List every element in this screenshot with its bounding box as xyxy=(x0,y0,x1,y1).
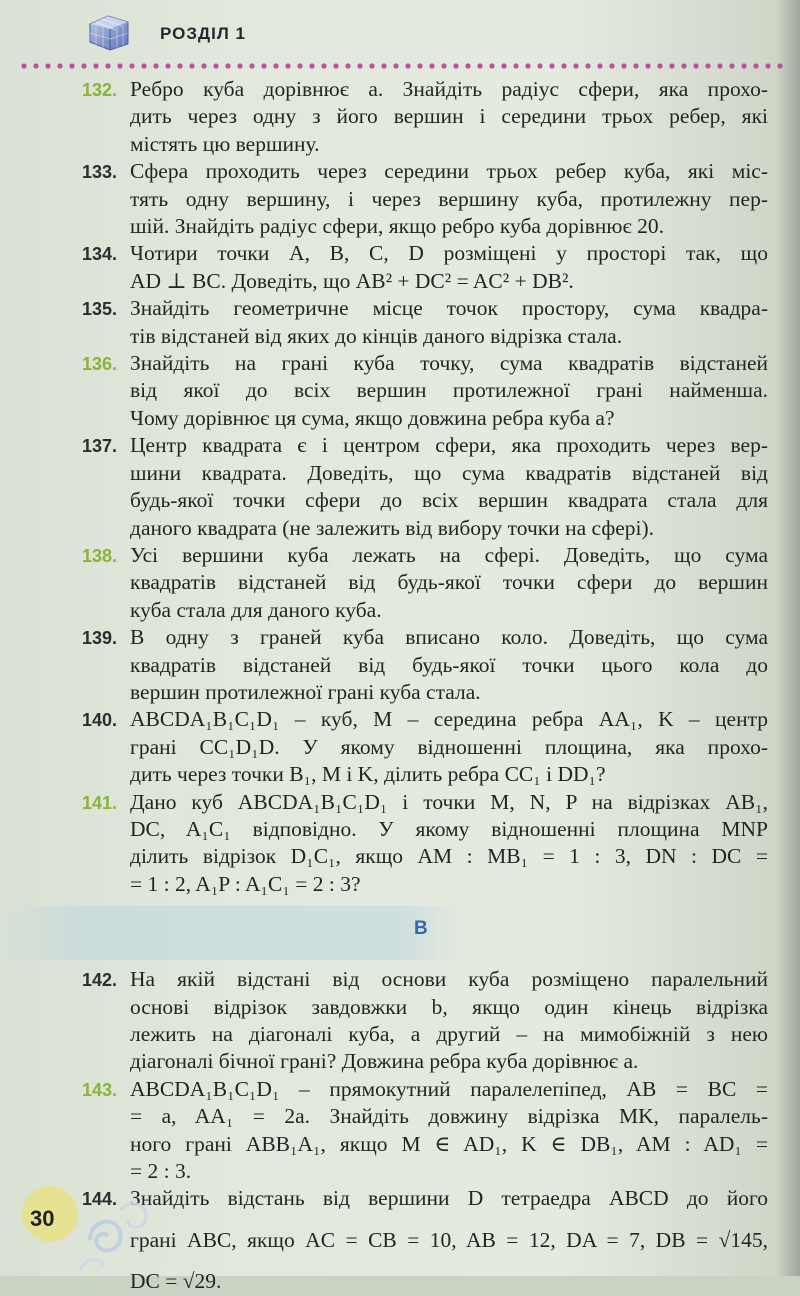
text-line: Дано куб ABCDA₁B₁C₁D₁ і точки M, N, P на відрізках AB₁, xyxy=(130,789,768,814)
problem-number: 135. xyxy=(82,299,118,320)
text-line: ABCDA₁B₁C₁D₁ – прямокутний паралелепіпед, AB = BC = xyxy=(130,1076,768,1101)
text-line: В одну з граней куба вписано коло. Доведіть, що сума xyxy=(130,625,768,650)
text-line: грані ABC, якщо AC = CB = 10, AB = 12, DA = 7, DB = √145, xyxy=(130,1227,768,1252)
text-line: квадратів відстаней від будь-якої точки цього кола до xyxy=(130,652,768,677)
text-line: будь-якої точки сфери до всіх вершин квадрата стала для xyxy=(130,488,768,513)
problem-number: 139. xyxy=(82,628,118,649)
text-line: ABCDA₁B₁C₁D₁ – куб, M – середина ребра AA₁, K – центр xyxy=(130,707,768,732)
text-line: На якій відстані від основи куба розміщено паралельний xyxy=(130,967,768,992)
text-line: основі відрізок завдовжки b, якщо один кінець відрізка xyxy=(130,994,768,1019)
text-line: ділить відрізок D₁C₁, якщо AM : MB₁ = 1 : 3, DN : DC = xyxy=(130,844,768,869)
text-line: містять цю вершину. xyxy=(130,131,320,156)
text-line: Сфера проходить через середини трьох ребер куба, які міс- xyxy=(130,159,768,184)
text-line: DC = √29. xyxy=(130,1269,222,1294)
problem-text xyxy=(130,240,768,295)
problem-text xyxy=(130,432,768,542)
problem-item xyxy=(0,966,800,1076)
problem-text xyxy=(130,295,768,350)
problem-text xyxy=(130,350,768,432)
problem-group-a xyxy=(0,76,800,898)
problem-item xyxy=(0,350,800,432)
problem-item xyxy=(0,240,800,295)
text-line: від якої до всіх вершин протилежної грані найменша. xyxy=(130,378,768,403)
text-line: Знайдіть геометричне місце точок простору, сума квадра- xyxy=(130,296,768,321)
text-line: грані CC₁D₁D. У якому відношенні площина, яка прохо- xyxy=(130,734,768,759)
text-line: шій. Знайдіть радіус сфери, якщо ребро куба дорівнює 20. xyxy=(130,214,664,239)
problem-text xyxy=(130,1076,768,1186)
problem-number: 144. xyxy=(82,1189,118,1210)
text-line: AD ⊥ BC. Доведіть, що AB² + DC² = AC² + DB². xyxy=(130,268,574,293)
problem-number: 143. xyxy=(82,1079,118,1100)
text-line: вершин протилежної грані куба стала. xyxy=(130,679,481,704)
problem-text xyxy=(130,624,768,706)
problem-number: 138. xyxy=(82,545,118,566)
problem-item xyxy=(0,789,800,899)
text-line: шини квадрата. Доведіть, що сума квадратів відстаней від xyxy=(130,460,768,485)
text-line: діагоналі бічної грані? Довжина ребра куба дорівнює a. xyxy=(130,1049,639,1074)
problem-text xyxy=(130,76,768,158)
level-label: В xyxy=(414,918,428,940)
problem-number: 133. xyxy=(82,162,118,183)
problem-text xyxy=(130,706,768,788)
problem-text xyxy=(130,158,768,240)
problem-number: 137. xyxy=(82,436,118,457)
text-line: = 2 : 3. xyxy=(130,1159,192,1184)
text-line xyxy=(130,1254,768,1268)
text-line: DC, A₁C₁ відповідно. У якому відношенні площина MNP xyxy=(130,816,768,841)
text-line: Центр квадрата є і центром сфери, яка проходить через вер- xyxy=(130,433,768,458)
problem-text xyxy=(130,966,768,1076)
text-line: лежить на діагоналі куба, а другий – на мимобіжній з нею xyxy=(130,1022,768,1046)
text-line: Чому дорівнює ця сума, якщо довжина ребра куба a? xyxy=(130,405,615,430)
cube-logo-icon xyxy=(86,12,132,52)
text-line xyxy=(130,1213,768,1227)
problem-text xyxy=(130,542,768,624)
section-title: РОЗДІЛ 1 xyxy=(160,24,246,43)
text-line: Знайдіть відстань від вершини D тетраедра ABCD до його xyxy=(130,1186,768,1211)
problem-number: 136. xyxy=(82,354,118,375)
text-line: тів відстаней від яких до кінців даного відрізка стала. xyxy=(130,323,623,348)
text-line: куба стала для даного куба. xyxy=(130,597,382,622)
text-line: дить через одну з його вершин і середини трьох ребер, які xyxy=(130,104,768,129)
level-band xyxy=(0,906,800,960)
problem-number: 142. xyxy=(82,970,118,991)
text-line: дить через точки B₁, M і K, ділить ребра CC₁ і DD₁? xyxy=(130,762,606,787)
problem-item xyxy=(0,76,800,158)
text-line: тять одну вершину, і через вершину куба, протилежну пер- xyxy=(130,186,768,211)
problem-item xyxy=(0,295,800,350)
page-number: 30 xyxy=(30,1206,55,1231)
text-line: Усі вершини куба лежать на сфері. Доведіть, що сума xyxy=(130,542,768,567)
problem-item xyxy=(0,542,800,624)
text-line: = 1 : 2, A₁P : A₁C₁ = 2 : 3? xyxy=(130,871,361,896)
problem-text xyxy=(130,789,768,899)
problem-item xyxy=(0,624,800,706)
problem-item xyxy=(0,158,800,240)
problem-number: 134. xyxy=(82,244,118,265)
problem-number: 141. xyxy=(82,792,118,813)
text-line: Чотири точки A, B, C, D розміщені у просторі так, що xyxy=(130,241,768,266)
problem-number: 140. xyxy=(82,710,118,731)
problem-item xyxy=(0,1076,800,1186)
text-line: = a, AA₁ = 2a. Знайдіть довжину відрізка MK, паралель- xyxy=(130,1104,768,1129)
text-line: ного грані ABB₁A₁, якщо M ∈ AD₁, K ∈ DB₁, AM : AD₁ = xyxy=(130,1131,768,1156)
problem-number: 132. xyxy=(82,80,118,100)
problem-text xyxy=(130,1185,768,1295)
text-line: Ребро куба дорівнює a. Знайдіть радіус сфери, яка прохо- xyxy=(130,77,768,101)
text-line: даного квадрата (не залежить від вибору точки на сфері). xyxy=(130,515,655,540)
text-line: квадратів відстаней від будь-якої точки сфери до вершин xyxy=(130,570,768,595)
dotted-divider xyxy=(18,62,788,70)
problem-list xyxy=(0,76,800,1296)
text-line: Знайдіть на грані куба точку, сума квадратів відстаней xyxy=(130,351,768,376)
problem-item xyxy=(0,706,800,788)
problem-item xyxy=(0,432,800,542)
page-header xyxy=(0,0,800,62)
